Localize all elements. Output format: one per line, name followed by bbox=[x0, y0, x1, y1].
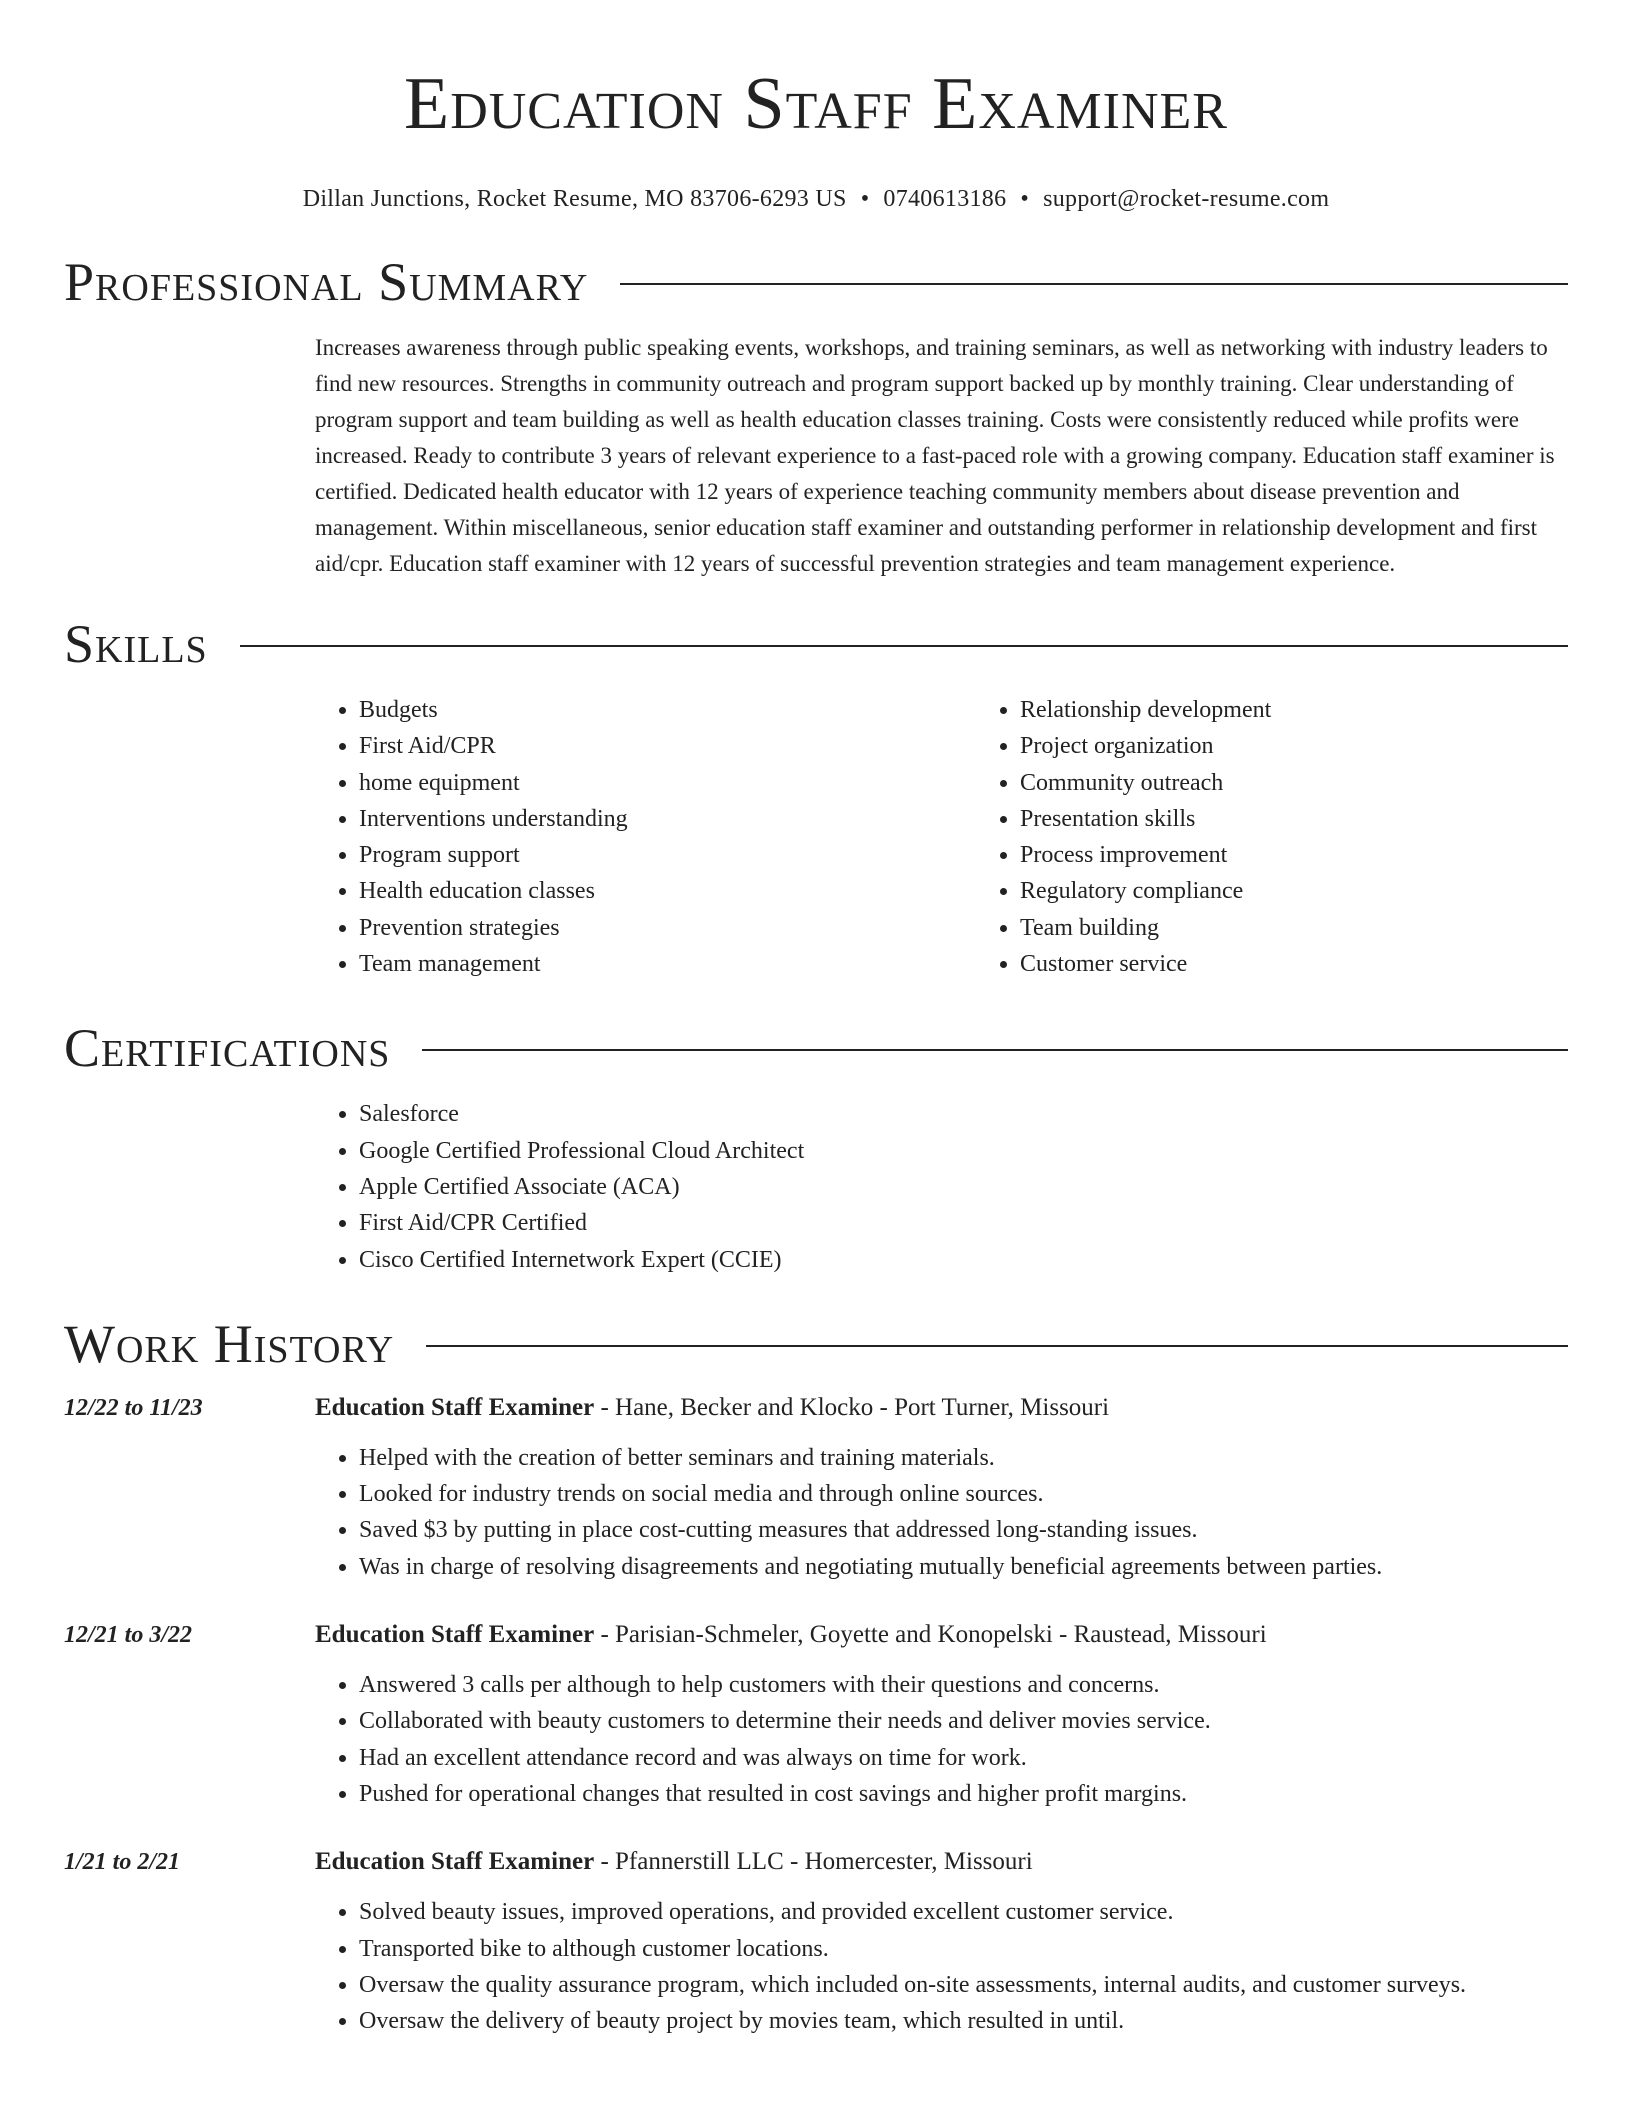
skill-item: • Team management bbox=[359, 946, 976, 982]
skills-divider bbox=[240, 645, 1568, 647]
skill-item: • Relationship development bbox=[1020, 692, 1632, 728]
skills-list bbox=[315, 692, 1568, 982]
summary-section-header bbox=[64, 250, 1568, 314]
contact-phone: 0740613186 bbox=[883, 186, 1007, 212]
summary-text: Increases awareness through public speaking events, workshops, and training seminars, as well as networking with industry leaders to find new resources. Strengths in community outreach and program support backed up by monthly training. Clear understanding of program support and team building as well as health education classes training. Costs were consistently reduced while profits were increased. Ready to contribute 3 years of relevant experience to a fast-paced role with a growing company. Education staff examiner is certified. Dedicated health educator with 12 years of experience teaching community members about disease prevention and management. Within miscellaneous, senior education staff examiner and outstanding performer in relationship development and first aid/cpr. Education staff examiner with 12 years of successful prevention strategies and team management experience. bbox=[315, 335, 1555, 576]
skill-item: • Project organization bbox=[1020, 728, 1632, 764]
job-bullets bbox=[315, 1440, 1568, 1585]
job-bullets bbox=[315, 1894, 1568, 2039]
certification-item: • First Aid/CPR Certified bbox=[359, 1205, 1568, 1241]
job-company: - Hane, Becker and Klocko - Port Turner, Missouri bbox=[594, 1393, 1110, 1421]
certification-item: • Google Certified Professional Cloud Architect bbox=[359, 1133, 1568, 1169]
job-entry bbox=[64, 1390, 1568, 1585]
job-dates: 1/21 to 2/21 bbox=[64, 1849, 181, 1876]
resume-page bbox=[64, 0, 1568, 2039]
job-title: Education Staff Examiner bbox=[315, 1621, 595, 1649]
summary-heading: Professional Summary bbox=[64, 252, 589, 312]
certifications-heading: Certifications bbox=[64, 1018, 391, 1079]
summary-body bbox=[315, 330, 1568, 582]
skill-item: • Interventions understanding bbox=[359, 801, 976, 837]
work-section-header bbox=[64, 1312, 1568, 1376]
job-heading bbox=[315, 1844, 1568, 1880]
skill-item: • Process improvement bbox=[1020, 837, 1632, 873]
summary-divider bbox=[620, 283, 1568, 285]
skill-item: • First Aid/CPR bbox=[359, 728, 976, 764]
job-bullet: • Saved $3 by putting in place cost-cutting measures that addressed long-standing issues. bbox=[359, 1512, 1568, 1548]
job-bullet: • Collaborated with beauty customers to determine their needs and deliver movies service. bbox=[359, 1703, 1568, 1739]
job-bullet: • Helped with the creation of better seminars and training materials. bbox=[359, 1440, 1568, 1476]
candidate-name: Education Staff Examiner bbox=[404, 63, 1228, 145]
job-bullet: • Solved beauty issues, improved operations, and provided excellent customer service. bbox=[359, 1894, 1568, 1930]
job-bullets bbox=[315, 1667, 1568, 1812]
job-heading bbox=[315, 1390, 1568, 1426]
job-bullet: • Looked for industry trends on social media and through online sources. bbox=[359, 1476, 1568, 1512]
job-bullet: • Had an excellent attendance record and was always on time for work. bbox=[359, 1740, 1568, 1776]
skill-item: • Program support bbox=[359, 837, 976, 873]
job-company: - Parisian-Schmeler, Goyette and Konopelski - Raustead, Missouri bbox=[594, 1621, 1267, 1649]
job-bullet: • Oversaw the delivery of beauty project by movies team, which resulted in until. bbox=[359, 2003, 1568, 2039]
job-title: Education Staff Examiner bbox=[315, 1848, 595, 1876]
job-bullet: • Pushed for operational changes that resulted in cost savings and higher profit margins. bbox=[359, 1776, 1568, 1812]
contact-address: Dillan Junctions, Rocket Resume, MO 83706-6293 US bbox=[302, 186, 847, 212]
contact-email[interactable]: support@rocket-resume.com bbox=[1043, 186, 1330, 212]
contact-line bbox=[64, 184, 1568, 214]
skills-section-header bbox=[64, 612, 1568, 676]
job-entry bbox=[64, 1844, 1568, 2039]
skill-item: • Customer service bbox=[1020, 946, 1632, 982]
skill-item: • Health education classes bbox=[359, 873, 976, 909]
job-dates: 12/21 to 3/22 bbox=[64, 1622, 193, 1649]
work-divider bbox=[426, 1345, 1568, 1347]
skills-column-right bbox=[976, 692, 1632, 982]
job-bullet: • Answered 3 calls per although to help customers with their questions and concerns. bbox=[359, 1667, 1568, 1703]
skill-item: • Budgets bbox=[359, 692, 976, 728]
job-company: - Pfannerstill LLC - Homercester, Missouri bbox=[594, 1848, 1033, 1876]
job-detail bbox=[315, 1390, 1568, 1585]
skill-item: • Presentation skills bbox=[1020, 801, 1632, 837]
job-entry bbox=[64, 1617, 1568, 1812]
job-detail bbox=[315, 1617, 1568, 1812]
job-heading bbox=[315, 1617, 1568, 1653]
job-bullet: • Transported bike to although customer locations. bbox=[359, 1931, 1568, 1967]
skill-item: • Community outreach bbox=[1020, 765, 1632, 801]
job-bullet: • Was in charge of resolving disagreements and negotiating mutually beneficial agreements between parties. bbox=[359, 1549, 1568, 1585]
certifications-list bbox=[315, 1096, 1568, 1277]
skills-column-left bbox=[315, 692, 976, 982]
skill-item: • Prevention strategies bbox=[359, 910, 976, 946]
certification-item: • Salesforce bbox=[359, 1096, 1568, 1132]
certification-item: • Apple Certified Associate (ACA) bbox=[359, 1169, 1568, 1205]
job-detail bbox=[315, 1844, 1568, 2039]
certifications-body bbox=[315, 1096, 1568, 1277]
contact-separator: • bbox=[860, 186, 870, 212]
certifications-section-header bbox=[64, 1016, 1568, 1080]
skills-heading: Skills bbox=[64, 614, 208, 674]
job-bullet: • Oversaw the quality assurance program, which included on-site assessments, internal audits, and customer surveys. bbox=[359, 1967, 1568, 2003]
contact-separator: • bbox=[1020, 186, 1030, 212]
job-title: Education Staff Examiner bbox=[315, 1393, 595, 1421]
certification-item: • Cisco Certified Internetwork Expert (CCIE) bbox=[359, 1242, 1568, 1278]
skill-item: • Regulatory compliance bbox=[1020, 873, 1632, 909]
skill-item: • Team building bbox=[1020, 910, 1632, 946]
certifications-divider bbox=[422, 1049, 1568, 1051]
skill-item: • home equipment bbox=[359, 765, 976, 801]
work-heading: Work History bbox=[64, 1313, 395, 1374]
job-dates: 12/22 to 11/23 bbox=[64, 1394, 203, 1421]
